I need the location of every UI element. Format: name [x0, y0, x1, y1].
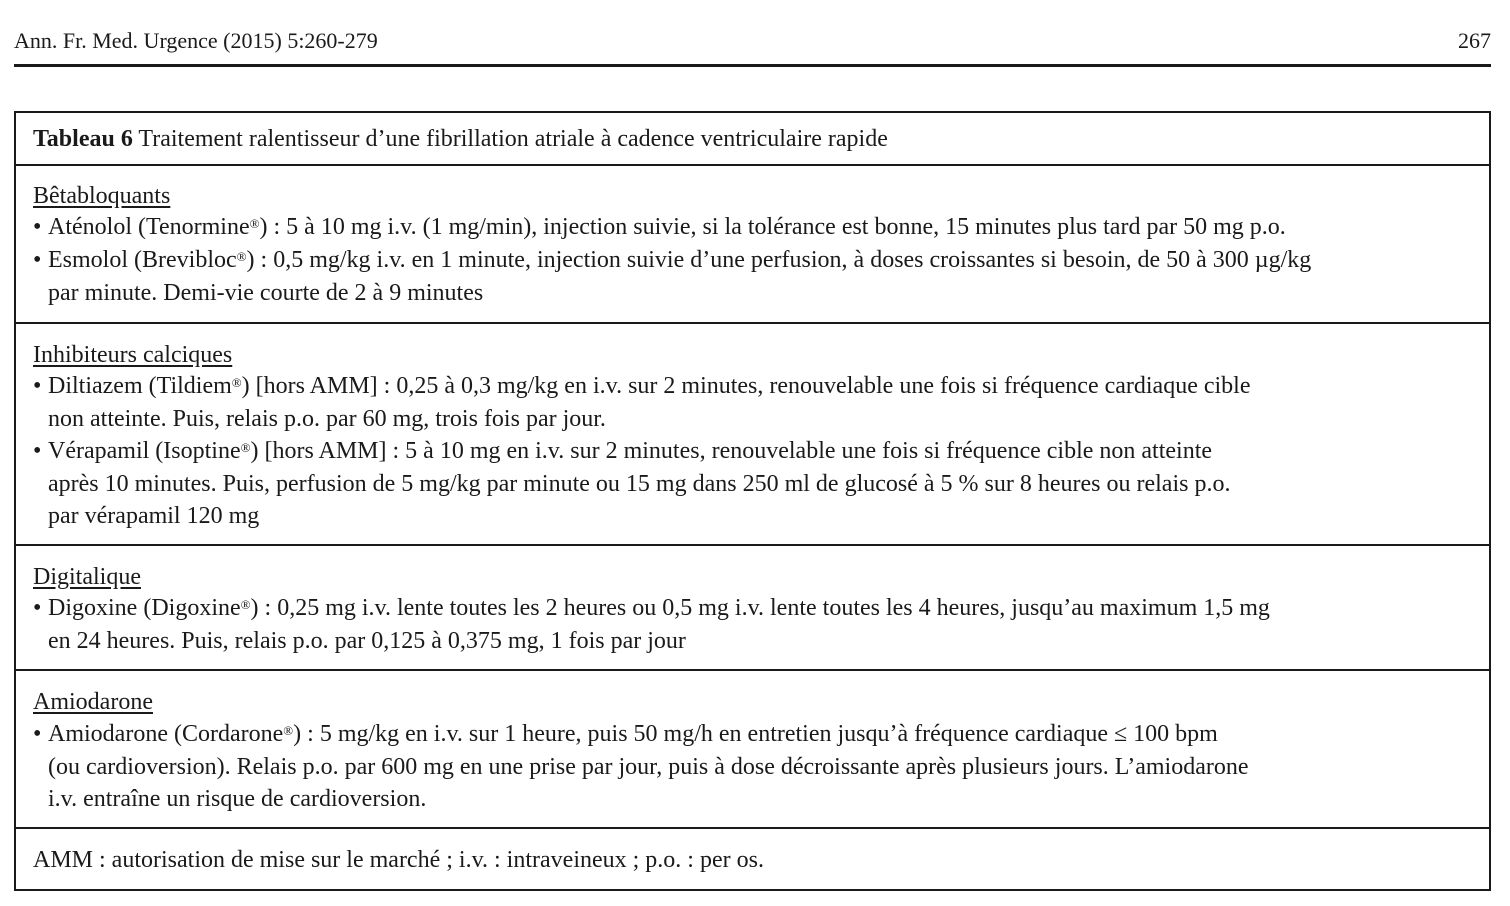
entry-verapamil: • Vérapamil (Isoptine®) [hors AMM] : 5 à 10 mg en i.v. sur 2 minutes, renouvelable une fois si fréquence cible non atteinte après 10 minutes. Puis, perfusion de 5 mg/kg par minute ou 15 mg dans 250 ml de glucosé à 5 % sur 8 heures ou relais p.o. par vérapamil 120 mg [33, 435, 1230, 533]
section-title: Digitalique [33, 564, 141, 590]
registered-mark: ® [283, 723, 294, 738]
table-caption-label: Tableau 6 [33, 126, 133, 152]
table-footnote-row [16, 829, 1489, 891]
bullet: • [33, 595, 42, 621]
entry-atenolol: • Aténolol (Tenormine®) : 5 à 10 mg i.v. (1 mg/min), injection suivie, si la tolérance est bonne, 15 minutes plus tard par 50 mg p.o. [33, 211, 1286, 244]
registered-mark: ® [236, 249, 247, 264]
bullet: • [33, 214, 42, 240]
table-caption [16, 113, 1489, 166]
bullet: • [33, 373, 42, 399]
bullet: • [33, 438, 42, 464]
section-betabloquants [16, 166, 1489, 324]
bullet: • [33, 247, 42, 273]
page-number: 267 [1458, 28, 1491, 53]
table-caption-text: Traitement ralentisseur d’une fibrillation atriale à cadence ventriculaire rapide [132, 126, 888, 152]
entry-digoxine: • Digoxine (Digoxine®) : 0,25 mg i.v. lente toutes les 2 heures ou 0,5 mg i.v. lente toutes les 4 heures, jusqu’au maximum 1,5 mg en 24 heures. Puis, relais p.o. par 0,125 à 0,375 mg, 1 fois par jour [33, 592, 1270, 657]
table-6 [14, 111, 1491, 891]
section-title: Inhibiteurs calciques [33, 342, 233, 368]
table-footnote: AMM : autorisation de mise sur le marché ; i.v. : intraveineux ; p.o. : per os. [33, 847, 764, 873]
bullet: • [33, 721, 42, 747]
entry-diltiazem: • Diltiazem (Tildiem®) [hors AMM] : 0,25 à 0,3 mg/kg en i.v. sur 2 minutes, renouvelable une fois si fréquence cardiaque cible non atteinte. Puis, relais p.o. par 60 mg, trois fois par jour. [33, 370, 1251, 435]
section-digitalique [16, 546, 1489, 671]
entry-amiodarone: • Amiodarone (Cordarone®) : 5 mg/kg en i.v. sur 1 heure, puis 50 mg/h en entretien jusqu’à fréquence cardiaque ≤ 100 bpm (ou cardioversion). Relais p.o. par 600 mg en une prise par jour, puis à dose décroissante après plusieurs jours. L’amiodarone i.v. entraîne un risque de cardioversion. [33, 718, 1249, 816]
journal-citation: Ann. Fr. Med. Urgence (2015) 5:260-279 [14, 28, 378, 53]
section-amiodarone [16, 671, 1489, 829]
header-rule [14, 64, 1491, 67]
registered-mark: ® [240, 440, 251, 455]
entry-esmolol: • Esmolol (Brevibloc®) : 0,5 mg/kg i.v. en 1 minute, injection suivie d’une perfusion, à doses croissantes si besoin, de 50 à 300 µg/kg par minute. Demi-vie courte de 2 à 9 minutes [33, 244, 1311, 309]
registered-mark: ® [231, 375, 242, 390]
running-head [14, 26, 1491, 56]
section-title: Amiodarone [33, 689, 153, 715]
registered-mark: ® [240, 597, 251, 612]
section-inhibiteurs-calciques [16, 324, 1489, 546]
registered-mark: ® [249, 216, 260, 231]
section-title: Bêtabloquants [33, 183, 171, 209]
